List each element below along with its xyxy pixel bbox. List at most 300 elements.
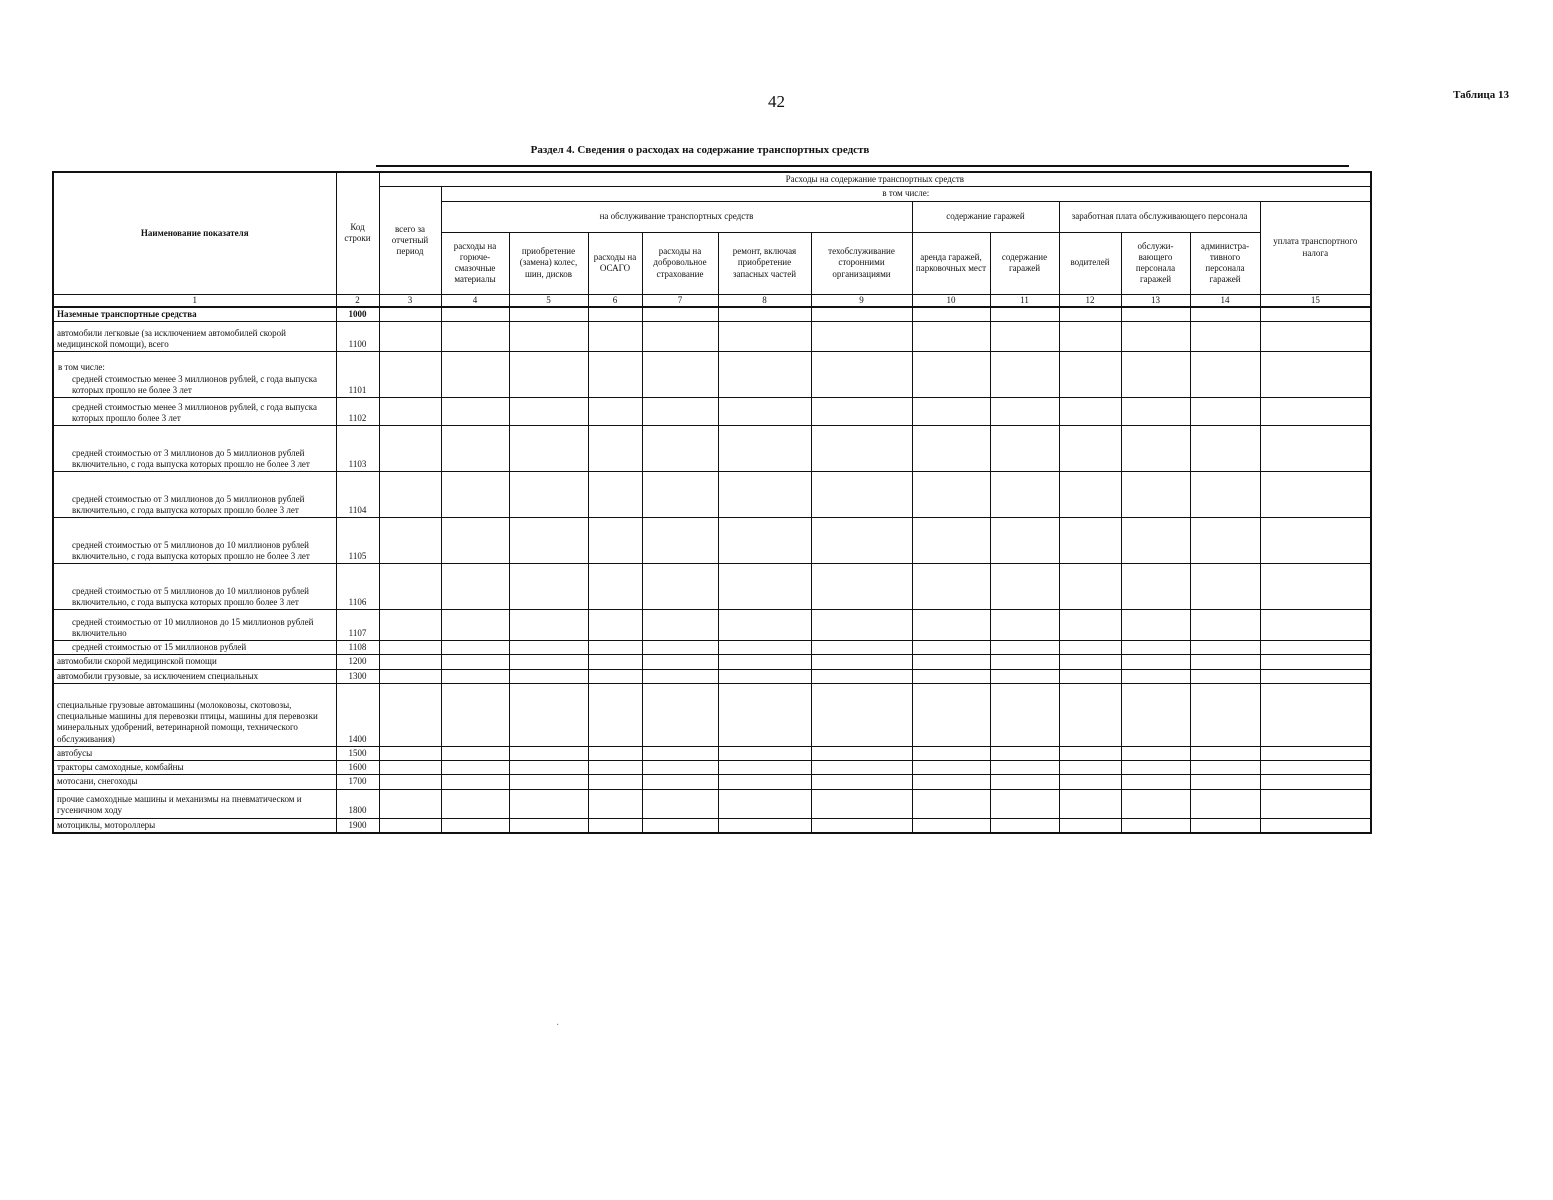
garage-upkeep-header: содержание гаражей: [990, 232, 1059, 294]
value-cell[interactable]: [441, 307, 509, 322]
row-label-text: прочие самоходные машины и механизмы на пневматическом и гусеничном ходу: [57, 794, 302, 816]
value-cell[interactable]: [1190, 610, 1260, 641]
value-cell[interactable]: [588, 518, 642, 564]
value-cell[interactable]: [990, 775, 1059, 789]
value-cell[interactable]: [642, 789, 718, 818]
value-cell[interactable]: [912, 322, 990, 352]
value-cell[interactable]: [379, 352, 441, 398]
value-cell[interactable]: [1059, 683, 1121, 746]
value-cell[interactable]: [912, 307, 990, 322]
value-cell[interactable]: [441, 398, 509, 426]
column-number: 14: [1190, 294, 1260, 307]
value-cell[interactable]: [441, 683, 509, 746]
row-label-text: средней стоимостью от 3 миллионов до 5 миллионов рублей включительно, с года выпуска которых прошло более 3 лет: [72, 493, 305, 515]
column-number: 4: [441, 294, 509, 307]
value-cell[interactable]: [990, 518, 1059, 564]
value-cell[interactable]: [1121, 669, 1190, 683]
value-cell[interactable]: [642, 669, 718, 683]
value-cell[interactable]: [509, 775, 588, 789]
row-label: [53, 669, 336, 683]
row-code: 1104: [336, 472, 379, 518]
value-cell[interactable]: [1121, 789, 1190, 818]
value-cell[interactable]: [1059, 818, 1121, 833]
value-cell[interactable]: [509, 641, 588, 655]
value-cell[interactable]: [990, 746, 1059, 760]
value-cell[interactable]: [811, 352, 912, 398]
value-cell[interactable]: [811, 564, 912, 610]
value-cell[interactable]: [588, 761, 642, 775]
osago-header: расходы на ОСАГО: [588, 232, 642, 294]
value-cell[interactable]: [509, 789, 588, 818]
value-cell[interactable]: [642, 818, 718, 833]
value-cell[interactable]: [642, 564, 718, 610]
value-cell[interactable]: [811, 518, 912, 564]
value-cell[interactable]: [718, 426, 811, 472]
row-label-text: мотосани, снегоходы: [57, 776, 138, 787]
column-number: 6: [588, 294, 642, 307]
table-row: [53, 472, 1371, 518]
value-cell[interactable]: [642, 307, 718, 322]
value-cell[interactable]: [441, 746, 509, 760]
value-cell[interactable]: [1059, 746, 1121, 760]
value-cell[interactable]: [1260, 352, 1371, 398]
value-cell[interactable]: [912, 746, 990, 760]
table-row: [53, 352, 1371, 398]
garage-group-header: содержание гаражей: [912, 201, 1059, 232]
value-cell[interactable]: [718, 610, 811, 641]
value-cell[interactable]: [1190, 655, 1260, 669]
value-cell[interactable]: [811, 669, 912, 683]
row-label: [53, 564, 336, 610]
value-cell[interactable]: [811, 641, 912, 655]
value-cell[interactable]: [441, 564, 509, 610]
row-label-text: автомобили грузовые, за исключением специальных: [57, 670, 259, 681]
row-code: 1101: [336, 352, 379, 398]
value-cell[interactable]: [811, 472, 912, 518]
value-cell[interactable]: [588, 307, 642, 322]
value-cell[interactable]: [1260, 641, 1371, 655]
value-cell[interactable]: [441, 518, 509, 564]
value-cell[interactable]: [1059, 307, 1121, 322]
value-cell[interactable]: [588, 655, 642, 669]
row-code: 1200: [336, 655, 379, 669]
row-label-text: автобусы: [57, 747, 93, 758]
value-cell[interactable]: [718, 307, 811, 322]
value-cell[interactable]: [912, 472, 990, 518]
value-cell[interactable]: [1190, 352, 1260, 398]
value-cell[interactable]: [1121, 775, 1190, 789]
table-row: [53, 610, 1371, 641]
value-cell[interactable]: [509, 564, 588, 610]
garage-rent-header: аренда гаражей, парковочных мест: [912, 232, 990, 294]
value-cell[interactable]: [1121, 746, 1190, 760]
table-row: [53, 322, 1371, 352]
value-cell[interactable]: [1190, 789, 1260, 818]
value-cell[interactable]: [588, 472, 642, 518]
table-row: [53, 683, 1371, 746]
value-cell[interactable]: [1059, 426, 1121, 472]
expenses-group-header: Расходы на содержание транспортных средств: [379, 172, 1371, 187]
value-cell[interactable]: [1121, 761, 1190, 775]
value-cell[interactable]: [990, 472, 1059, 518]
value-cell[interactable]: [441, 775, 509, 789]
value-cell[interactable]: [509, 761, 588, 775]
value-cell[interactable]: [1121, 472, 1190, 518]
value-cell[interactable]: [990, 669, 1059, 683]
value-cell[interactable]: [912, 641, 990, 655]
value-cell[interactable]: [811, 761, 912, 775]
value-cell[interactable]: [912, 818, 990, 833]
value-cell[interactable]: [1190, 775, 1260, 789]
value-cell[interactable]: [718, 761, 811, 775]
row-code: 1300: [336, 669, 379, 683]
section-title: Раздел 4. Сведения о расходах на содержание транспортных средств: [530, 144, 870, 156]
value-cell[interactable]: [1260, 518, 1371, 564]
value-cell[interactable]: [379, 472, 441, 518]
value-cell[interactable]: [1260, 775, 1371, 789]
value-cell[interactable]: [811, 610, 912, 641]
value-cell[interactable]: [1260, 307, 1371, 322]
value-cell[interactable]: [441, 322, 509, 352]
value-cell[interactable]: [1190, 641, 1260, 655]
stray-mark: ·: [556, 1020, 560, 1031]
value-cell[interactable]: [1059, 322, 1121, 352]
row-code: 1900: [336, 818, 379, 833]
value-cell[interactable]: [1121, 683, 1190, 746]
value-cell[interactable]: [718, 655, 811, 669]
value-cell[interactable]: [642, 655, 718, 669]
value-cell[interactable]: [912, 426, 990, 472]
value-cell[interactable]: [1121, 641, 1190, 655]
name-column-header: Наименование показателя: [53, 172, 336, 294]
drivers-header: водителей: [1059, 232, 1121, 294]
value-cell[interactable]: [588, 641, 642, 655]
value-cell[interactable]: [1121, 352, 1190, 398]
service-group-header: на обслуживание транспортных средств: [441, 201, 912, 232]
value-cell[interactable]: [379, 564, 441, 610]
value-cell[interactable]: [588, 775, 642, 789]
value-cell[interactable]: [1059, 398, 1121, 426]
value-cell[interactable]: [441, 818, 509, 833]
value-cell[interactable]: [811, 398, 912, 426]
value-cell[interactable]: [379, 746, 441, 760]
value-cell[interactable]: [509, 398, 588, 426]
value-cell[interactable]: [1059, 518, 1121, 564]
value-cell[interactable]: [718, 775, 811, 789]
value-cell[interactable]: [588, 746, 642, 760]
value-cell[interactable]: [588, 683, 642, 746]
value-cell[interactable]: [990, 683, 1059, 746]
value-cell[interactable]: [718, 669, 811, 683]
value-cell[interactable]: [1121, 307, 1190, 322]
value-cell[interactable]: [912, 610, 990, 641]
value-cell[interactable]: [1059, 775, 1121, 789]
value-cell[interactable]: [1260, 610, 1371, 641]
value-cell[interactable]: [1190, 818, 1260, 833]
value-cell[interactable]: [1260, 472, 1371, 518]
value-cell[interactable]: [379, 655, 441, 669]
value-cell[interactable]: [379, 610, 441, 641]
value-cell[interactable]: [811, 683, 912, 746]
value-cell[interactable]: [990, 307, 1059, 322]
value-cell[interactable]: [441, 610, 509, 641]
value-cell[interactable]: [912, 761, 990, 775]
value-cell[interactable]: [642, 426, 718, 472]
value-cell[interactable]: [1059, 761, 1121, 775]
value-cell[interactable]: [379, 307, 441, 322]
value-cell[interactable]: [990, 426, 1059, 472]
row-code: 1105: [336, 518, 379, 564]
value-cell[interactable]: [1190, 398, 1260, 426]
value-cell[interactable]: [990, 352, 1059, 398]
value-cell[interactable]: [912, 398, 990, 426]
value-cell[interactable]: [1190, 683, 1260, 746]
table-row: [53, 518, 1371, 564]
row-label-text: средней стоимостью от 5 миллионов до 10 миллионов рублей включительно, с года выпуска которых прошло не более 3 лет: [72, 539, 310, 561]
value-cell[interactable]: [718, 564, 811, 610]
value-cell[interactable]: [718, 322, 811, 352]
value-cell[interactable]: [811, 322, 912, 352]
value-cell[interactable]: [990, 610, 1059, 641]
value-cell[interactable]: [990, 761, 1059, 775]
value-cell[interactable]: [718, 398, 811, 426]
value-cell[interactable]: [811, 789, 912, 818]
value-cell[interactable]: [441, 761, 509, 775]
value-cell[interactable]: [990, 564, 1059, 610]
value-cell[interactable]: [379, 669, 441, 683]
value-cell[interactable]: [1190, 518, 1260, 564]
table-row: [53, 761, 1371, 775]
value-cell[interactable]: [588, 789, 642, 818]
value-cell[interactable]: [1190, 322, 1260, 352]
value-cell[interactable]: [441, 472, 509, 518]
tax-header: уплата транспортного налога: [1260, 201, 1371, 294]
row-label: [53, 518, 336, 564]
value-cell[interactable]: [990, 322, 1059, 352]
value-cell[interactable]: [1260, 426, 1371, 472]
value-cell[interactable]: [588, 669, 642, 683]
value-cell[interactable]: [718, 518, 811, 564]
value-cell[interactable]: [441, 789, 509, 818]
value-cell[interactable]: [588, 398, 642, 426]
top-rule: [376, 165, 1349, 167]
value-cell[interactable]: [509, 322, 588, 352]
value-cell[interactable]: [642, 472, 718, 518]
value-cell[interactable]: [588, 818, 642, 833]
admin-staff-header: администра-тивного персонала гаражей: [1190, 232, 1260, 294]
value-cell[interactable]: [1121, 610, 1190, 641]
value-cell[interactable]: [1121, 322, 1190, 352]
value-cell[interactable]: [1059, 789, 1121, 818]
row-label-text: средней стоимостью от 15 миллионов рублей: [72, 642, 247, 652]
row-label-text: специальные грузовые автомашины (молоковозы, скотовозы, специальные машины для перевозки птицы, машины для перевозки минеральных удобрений, ветеринарной помощи, технического обслуживания): [57, 699, 318, 744]
value-cell[interactable]: [718, 352, 811, 398]
value-cell[interactable]: [1260, 761, 1371, 775]
value-cell[interactable]: [1190, 426, 1260, 472]
value-cell[interactable]: [1190, 307, 1260, 322]
value-cell[interactable]: [912, 775, 990, 789]
value-cell[interactable]: [912, 789, 990, 818]
value-cell[interactable]: [642, 746, 718, 760]
value-cell[interactable]: [990, 655, 1059, 669]
value-cell[interactable]: [1260, 398, 1371, 426]
value-cell[interactable]: [509, 683, 588, 746]
column-number: 9: [811, 294, 912, 307]
table-row: [53, 746, 1371, 760]
value-cell[interactable]: [642, 610, 718, 641]
value-cell[interactable]: [990, 398, 1059, 426]
value-cell[interactable]: [509, 472, 588, 518]
row-label: [53, 307, 336, 322]
page-number: 42: [768, 92, 785, 111]
row-label-text: средней стоимостью от 5 миллионов до 10 миллионов рублей включительно, с года выпуска которых прошло более 3 лет: [72, 585, 309, 607]
column-number: 15: [1260, 294, 1371, 307]
row-label-text: Наземные транспортные средства: [57, 308, 197, 319]
row-label: [53, 322, 336, 352]
value-cell[interactable]: [1059, 641, 1121, 655]
row-code: 1103: [336, 426, 379, 472]
value-cell[interactable]: [1121, 426, 1190, 472]
value-cell[interactable]: [509, 307, 588, 322]
value-cell[interactable]: [718, 472, 811, 518]
row-code: 1108: [336, 641, 379, 655]
value-cell[interactable]: [1260, 683, 1371, 746]
column-number: 8: [718, 294, 811, 307]
value-cell[interactable]: [718, 683, 811, 746]
row-label-text: тракторы самоходные, комбайны: [57, 762, 184, 772]
value-cell[interactable]: [441, 641, 509, 655]
value-cell[interactable]: [1260, 655, 1371, 669]
value-cell[interactable]: [1121, 564, 1190, 610]
table-label: Таблица 13: [1453, 89, 1509, 101]
value-cell[interactable]: [588, 352, 642, 398]
value-cell[interactable]: [912, 518, 990, 564]
value-cell[interactable]: [1059, 352, 1121, 398]
value-cell[interactable]: [912, 669, 990, 683]
value-cell[interactable]: [718, 818, 811, 833]
value-cell[interactable]: [1260, 746, 1371, 760]
row-label-text: средней стоимостью менее 3 миллионов рублей, с года выпуска которых прошло более 3 лет: [72, 401, 318, 423]
row-label: [53, 746, 336, 760]
value-cell[interactable]: [718, 746, 811, 760]
row-label: [53, 683, 336, 746]
table-header: [53, 172, 1371, 307]
value-cell[interactable]: [912, 564, 990, 610]
value-cell[interactable]: [588, 426, 642, 472]
value-cell[interactable]: [811, 746, 912, 760]
value-cell[interactable]: [642, 322, 718, 352]
value-cell[interactable]: [1260, 322, 1371, 352]
value-cell[interactable]: [811, 818, 912, 833]
value-cell[interactable]: [588, 564, 642, 610]
table-row: [53, 789, 1371, 818]
value-cell[interactable]: [718, 789, 811, 818]
value-cell[interactable]: [912, 655, 990, 669]
value-cell[interactable]: [509, 518, 588, 564]
column-number: 2: [336, 294, 379, 307]
value-cell[interactable]: [1260, 669, 1371, 683]
value-cell[interactable]: [718, 641, 811, 655]
value-cell[interactable]: [642, 352, 718, 398]
value-cell[interactable]: [441, 655, 509, 669]
value-cell[interactable]: [1260, 789, 1371, 818]
value-cell[interactable]: [379, 398, 441, 426]
value-cell[interactable]: [1059, 564, 1121, 610]
value-cell[interactable]: [1121, 655, 1190, 669]
value-cell[interactable]: [1260, 564, 1371, 610]
row-label: [53, 398, 336, 426]
row-label-text: мотоциклы, мотороллеры: [57, 819, 156, 830]
value-cell[interactable]: [642, 518, 718, 564]
row-code: 1106: [336, 564, 379, 610]
value-cell[interactable]: [1121, 518, 1190, 564]
value-cell[interactable]: [811, 307, 912, 322]
code-column-header: Код строки: [336, 172, 379, 294]
value-cell[interactable]: [1190, 472, 1260, 518]
value-cell[interactable]: [642, 761, 718, 775]
value-cell[interactable]: [1059, 472, 1121, 518]
value-cell[interactable]: [509, 426, 588, 472]
value-cell[interactable]: [379, 818, 441, 833]
value-cell[interactable]: [509, 655, 588, 669]
value-cell[interactable]: [642, 398, 718, 426]
value-cell[interactable]: [509, 746, 588, 760]
value-cell[interactable]: [1059, 669, 1121, 683]
value-cell[interactable]: [509, 669, 588, 683]
value-cell[interactable]: [379, 518, 441, 564]
value-cell[interactable]: [588, 610, 642, 641]
value-cell[interactable]: [1190, 669, 1260, 683]
value-cell[interactable]: [441, 352, 509, 398]
value-cell[interactable]: [990, 641, 1059, 655]
value-cell[interactable]: [811, 775, 912, 789]
value-cell[interactable]: [1059, 655, 1121, 669]
value-cell[interactable]: [642, 775, 718, 789]
value-cell[interactable]: [588, 322, 642, 352]
value-cell[interactable]: [379, 761, 441, 775]
value-cell[interactable]: [509, 818, 588, 833]
value-cell[interactable]: [912, 683, 990, 746]
value-cell[interactable]: [441, 669, 509, 683]
value-cell[interactable]: [642, 683, 718, 746]
value-cell[interactable]: [642, 641, 718, 655]
value-cell[interactable]: [1190, 761, 1260, 775]
value-cell[interactable]: [912, 352, 990, 398]
value-cell[interactable]: [379, 775, 441, 789]
value-cell[interactable]: [1190, 746, 1260, 760]
value-cell[interactable]: [509, 352, 588, 398]
value-cell[interactable]: [990, 789, 1059, 818]
value-cell[interactable]: [1121, 398, 1190, 426]
value-cell[interactable]: [1059, 610, 1121, 641]
value-cell[interactable]: [811, 426, 912, 472]
value-cell[interactable]: [441, 426, 509, 472]
value-cell[interactable]: [379, 789, 441, 818]
value-cell[interactable]: [379, 641, 441, 655]
value-cell[interactable]: [379, 426, 441, 472]
value-cell[interactable]: [811, 655, 912, 669]
value-cell[interactable]: [1190, 564, 1260, 610]
row-code: 1700: [336, 775, 379, 789]
value-cell[interactable]: [990, 818, 1059, 833]
value-cell[interactable]: [509, 610, 588, 641]
table-row: [53, 775, 1371, 789]
value-cell[interactable]: [1121, 818, 1190, 833]
row-label: [53, 761, 336, 775]
value-cell[interactable]: [1260, 818, 1371, 833]
value-cell[interactable]: [379, 683, 441, 746]
value-cell[interactable]: [379, 322, 441, 352]
